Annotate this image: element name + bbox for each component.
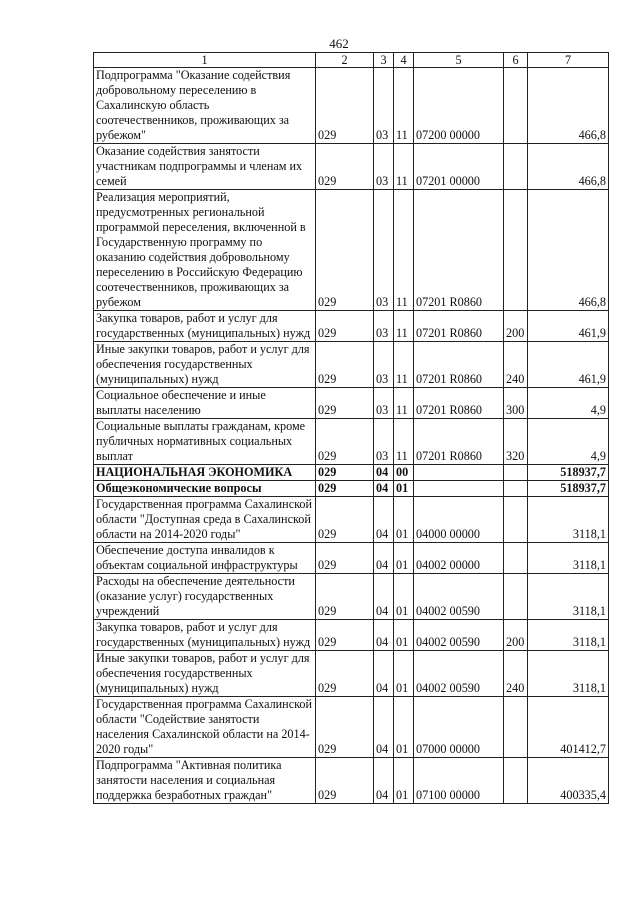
row-target-article	[414, 481, 504, 497]
row-expense-type	[504, 481, 528, 497]
row-section: 04	[374, 574, 394, 620]
row-expense-type: 300	[504, 388, 528, 419]
row-target-article: 07201 R0860	[414, 190, 504, 311]
row-amount: 4,9	[528, 419, 609, 465]
table-row	[94, 190, 609, 311]
table-row	[94, 311, 609, 342]
row-expense-type	[504, 697, 528, 758]
row-expense-type: 240	[504, 651, 528, 697]
row-section: 04	[374, 620, 394, 651]
row-amount: 3118,1	[528, 574, 609, 620]
row-expense-type	[504, 190, 528, 311]
table-row	[94, 543, 609, 574]
table-row	[94, 68, 609, 144]
row-amount: 3118,1	[528, 651, 609, 697]
row-admin-code: 029	[316, 574, 374, 620]
header-col-2: 2	[316, 53, 374, 68]
row-target-article: 07201 R0860	[414, 311, 504, 342]
row-expense-type: 240	[504, 342, 528, 388]
table-row	[94, 620, 609, 651]
table-row	[94, 465, 609, 481]
row-admin-code: 029	[316, 481, 374, 497]
row-admin-code: 029	[316, 465, 374, 481]
row-target-article: 07100 00000	[414, 758, 504, 804]
row-amount: 401412,7	[528, 697, 609, 758]
row-admin-code: 029	[316, 190, 374, 311]
row-admin-code: 029	[316, 620, 374, 651]
row-target-article: 04000 00000	[414, 497, 504, 543]
row-amount: 3118,1	[528, 497, 609, 543]
row-amount: 3118,1	[528, 543, 609, 574]
row-name: Оказание содействия занятости участникам подпрограммы и членам их семей	[94, 144, 316, 190]
header-col-5: 5	[414, 53, 504, 68]
row-admin-code: 029	[316, 342, 374, 388]
row-expense-type	[504, 68, 528, 144]
row-subsection: 01	[394, 497, 414, 543]
row-name: Реализация мероприятий, предусмотренных региональной программой переселения, включенной в Государственную программу по оказанию содействия добровольному переселению в Российскую Федерацию соотечественников, проживающих за рубежом	[94, 190, 316, 311]
row-admin-code: 029	[316, 311, 374, 342]
table-row	[94, 697, 609, 758]
row-subsection: 11	[394, 190, 414, 311]
row-section: 03	[374, 68, 394, 144]
row-subsection: 11	[394, 342, 414, 388]
row-name: Социальные выплаты гражданам, кроме публичных нормативных социальных выплат	[94, 419, 316, 465]
row-target-article: 07201 R0860	[414, 342, 504, 388]
row-subsection: 01	[394, 543, 414, 574]
row-section: 04	[374, 651, 394, 697]
row-amount: 466,8	[528, 190, 609, 311]
table-row	[94, 144, 609, 190]
table-row	[94, 758, 609, 804]
row-subsection: 01	[394, 697, 414, 758]
row-amount: 3118,1	[528, 620, 609, 651]
row-expense-type: 200	[504, 620, 528, 651]
row-subsection: 01	[394, 620, 414, 651]
row-amount: 466,8	[528, 144, 609, 190]
row-expense-type	[504, 465, 528, 481]
table-row	[94, 651, 609, 697]
row-admin-code: 029	[316, 543, 374, 574]
row-target-article: 07000 00000	[414, 697, 504, 758]
row-target-article: 04002 00590	[414, 620, 504, 651]
row-section: 04	[374, 758, 394, 804]
row-admin-code: 029	[316, 651, 374, 697]
table-row	[94, 419, 609, 465]
row-subsection: 11	[394, 419, 414, 465]
row-subsection: 01	[394, 481, 414, 497]
row-section: 03	[374, 311, 394, 342]
row-target-article	[414, 465, 504, 481]
row-target-article: 07201 R0860	[414, 388, 504, 419]
row-name: Подпрограмма "Активная политика занятости населения и социальная поддержка безработных граждан"	[94, 758, 316, 804]
row-expense-type	[504, 497, 528, 543]
row-admin-code: 029	[316, 697, 374, 758]
row-subsection: 01	[394, 574, 414, 620]
row-expense-type: 320	[504, 419, 528, 465]
row-name: Подпрограмма "Оказание содействия добровольному переселению в Сахалинскую область соотечественников, проживающих за рубежом"	[94, 68, 316, 144]
row-subsection: 01	[394, 758, 414, 804]
header-col-7: 7	[528, 53, 609, 68]
row-section: 03	[374, 419, 394, 465]
row-admin-code: 029	[316, 388, 374, 419]
row-name: Обеспечение доступа инвалидов к объектам социальной инфраструктуры	[94, 543, 316, 574]
row-admin-code: 029	[316, 68, 374, 144]
row-section: 03	[374, 144, 394, 190]
row-target-article: 04002 00000	[414, 543, 504, 574]
table-row	[94, 574, 609, 620]
budget-table	[93, 52, 609, 804]
row-expense-type	[504, 758, 528, 804]
row-target-article: 07200 00000	[414, 68, 504, 144]
row-name: Закупка товаров, работ и услуг для государственных (муниципальных) нужд	[94, 620, 316, 651]
row-section: 04	[374, 697, 394, 758]
row-expense-type	[504, 543, 528, 574]
row-name: Государственная программа Сахалинской области "Доступная среда в Сахалинской области на 2014-2020 годы"	[94, 497, 316, 543]
header-col-4: 4	[394, 53, 414, 68]
table-row	[94, 388, 609, 419]
row-name: Расходы на обеспечение деятельности (оказание услуг) государственных учреждений	[94, 574, 316, 620]
header-col-6: 6	[504, 53, 528, 68]
row-name: Иные закупки товаров, работ и услуг для обеспечения государственных (муниципальных) нужд	[94, 651, 316, 697]
row-amount: 518937,7	[528, 481, 609, 497]
row-subsection: 01	[394, 651, 414, 697]
table-row	[94, 342, 609, 388]
row-section: 03	[374, 388, 394, 419]
row-section: 03	[374, 190, 394, 311]
row-name: Государственная программа Сахалинской области "Содействие занятости населения Сахалинской области на 2014-2020 годы"	[94, 697, 316, 758]
row-subsection: 11	[394, 68, 414, 144]
row-expense-type: 200	[504, 311, 528, 342]
row-target-article: 07201 R0860	[414, 419, 504, 465]
row-section: 04	[374, 465, 394, 481]
row-amount: 400335,4	[528, 758, 609, 804]
row-subsection: 11	[394, 311, 414, 342]
row-admin-code: 029	[316, 419, 374, 465]
table-header-row	[94, 53, 609, 68]
row-subsection: 11	[394, 388, 414, 419]
row-subsection: 11	[394, 144, 414, 190]
row-admin-code: 029	[316, 758, 374, 804]
row-subsection: 00	[394, 465, 414, 481]
row-name: Закупка товаров, работ и услуг для государственных (муниципальных) нужд	[94, 311, 316, 342]
table-body	[94, 68, 609, 804]
row-expense-type	[504, 144, 528, 190]
row-name: Социальное обеспечение и иные выплаты населению	[94, 388, 316, 419]
row-name: НАЦИОНАЛЬНАЯ ЭКОНОМИКА	[94, 465, 316, 481]
row-name: Иные закупки товаров, работ и услуг для обеспечения государственных (муниципальных) нужд	[94, 342, 316, 388]
row-admin-code: 029	[316, 497, 374, 543]
row-amount: 518937,7	[528, 465, 609, 481]
row-amount: 461,9	[528, 342, 609, 388]
row-target-article: 04002 00590	[414, 574, 504, 620]
page-number: 462	[329, 36, 349, 51]
row-expense-type	[504, 574, 528, 620]
row-section: 04	[374, 497, 394, 543]
header-col-3: 3	[374, 53, 394, 68]
row-amount: 461,9	[528, 311, 609, 342]
table-row	[94, 497, 609, 543]
row-section: 03	[374, 342, 394, 388]
header-col-1: 1	[94, 53, 316, 68]
row-target-article: 04002 00590	[414, 651, 504, 697]
row-amount: 4,9	[528, 388, 609, 419]
row-section: 04	[374, 543, 394, 574]
row-name: Общеэкономические вопросы	[94, 481, 316, 497]
table-row	[94, 481, 609, 497]
row-admin-code: 029	[316, 144, 374, 190]
row-amount: 466,8	[528, 68, 609, 144]
row-section: 04	[374, 481, 394, 497]
row-target-article: 07201 00000	[414, 144, 504, 190]
